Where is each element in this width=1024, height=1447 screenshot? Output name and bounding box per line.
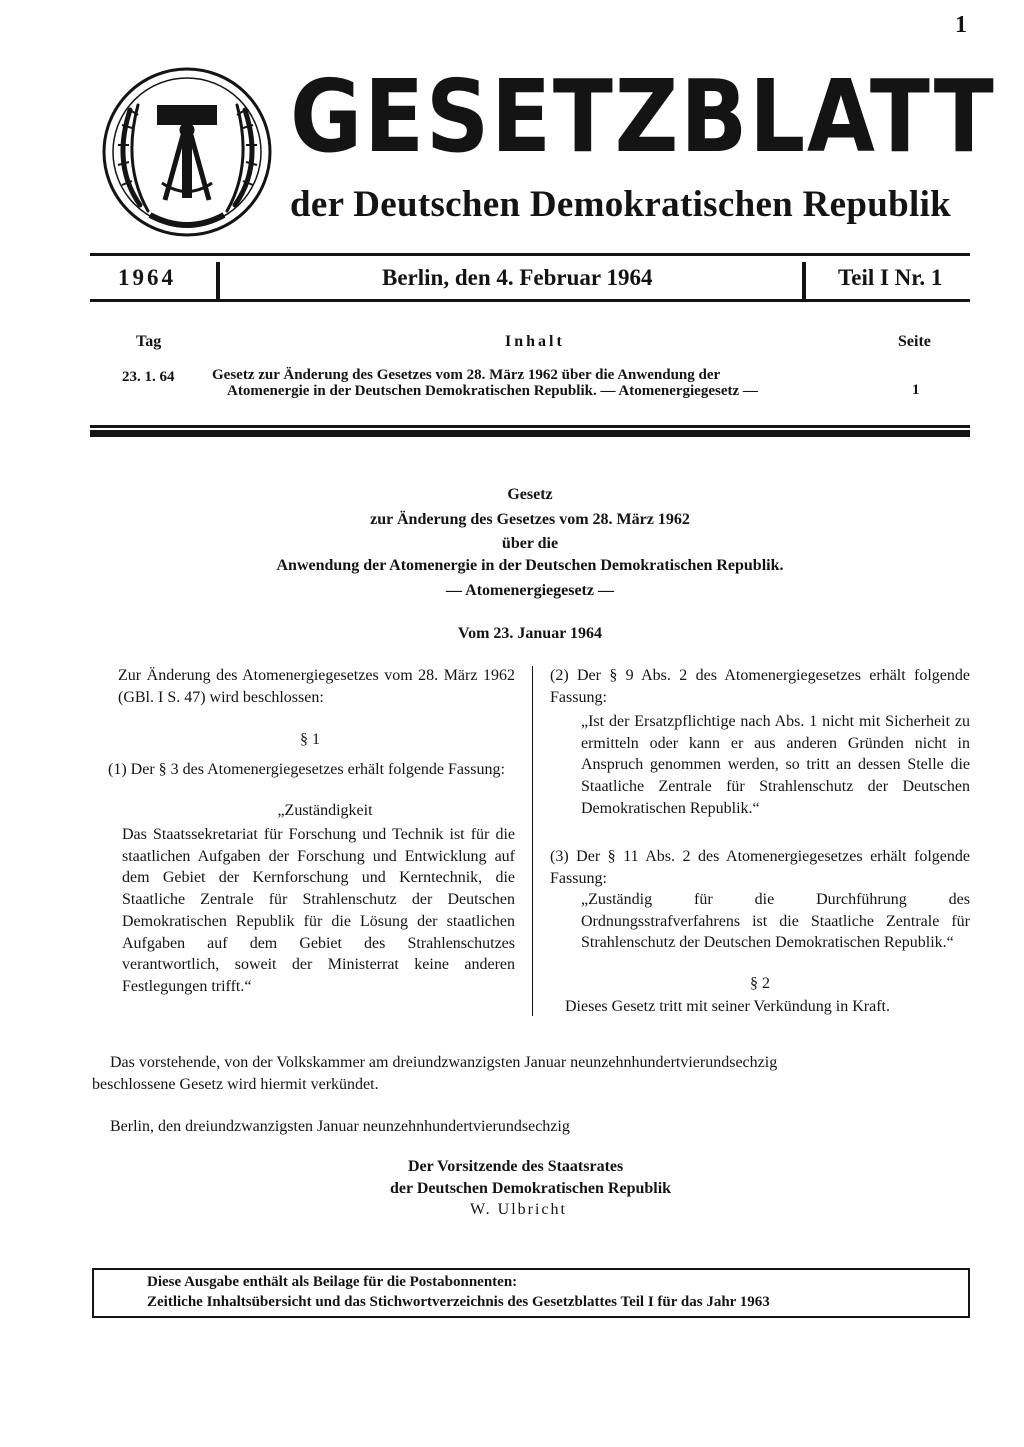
quote-heading-zustaendigkeit: „Zuständigkeit	[277, 802, 373, 819]
contents-page-header: Seite	[898, 333, 931, 350]
issue-date: Berlin, den 4. Februar 1964	[382, 265, 653, 290]
right-paragraph-2: (2) Der § 9 Abs. 2 des Atomenergiegesetzes erhält folgende Fassung:	[550, 667, 970, 706]
law-short-title: — Atomenergiegesetz —	[446, 582, 614, 599]
quote-paragraph-2: „Ist der Ersatzpflichtige nach Abs. 1 nicht mit Sicherheit zu ermitteln oder kann er aus anderen Gründen nicht in Anspruch genommen werden, so tritt an dessen Stelle die Staatliche Zentrale für Strahlenschutz der Deutschen Demokratischen Republik.“	[581, 713, 970, 817]
section-2-heading: § 2	[750, 975, 770, 992]
left-paragraph-1: (1) Der § 3 des Atomenergiegesetzes erhält folgende Fassung:	[108, 761, 505, 778]
law-heading-amendment: zur Änderung des Gesetzes vom 28. März 1962	[370, 511, 690, 528]
issue-year: 1964	[118, 265, 176, 290]
contents-header: Inhalt	[505, 333, 565, 350]
law-heading-subject: Anwendung der Atomenergie in der Deutschen Demokratischen Republik.	[276, 557, 784, 574]
supplement-notice-line-1: Diese Ausgabe enthält als Beilage für die Postabonnenten:	[147, 1274, 518, 1290]
place-and-date: Berlin, den dreiundzwanzigsten Januar neunzehnhundertvierundsechzig	[110, 1118, 570, 1135]
contents-entry-date: 23. 1. 64	[122, 369, 175, 385]
header-divider-left	[216, 262, 220, 302]
issue-part: Teil I Nr. 1	[838, 265, 943, 290]
promulgation-line-2: beschlossene Gesetz wird hiermit verkündet.	[92, 1076, 379, 1093]
contents-rule-thin	[90, 425, 970, 428]
signatory-title-2: der Deutschen Demokratischen Republik	[390, 1180, 672, 1197]
signatory-name: W. Ulbricht	[470, 1201, 567, 1218]
contents-entry-page: 1	[912, 382, 920, 398]
law-date: Vom 23. Januar 1964	[457, 625, 603, 642]
left-intro: Zur Änderung des Atomenergiegesetzes vom 28. März 1962 (GBl. I S. 47) wird beschlossen:	[118, 667, 515, 706]
header-bottom-rule	[90, 299, 970, 302]
signatory-title-1: Der Vorsitzende des Staatsrates	[408, 1158, 624, 1175]
promulgation-line-1: Das vorstehende, von der Volkskammer am dreiundzwanzigsten Januar neunzehnhundertvierundsechzig	[110, 1054, 778, 1071]
right-final-sentence: Dieses Gesetz tritt mit seiner Verkündung in Kraft.	[565, 998, 890, 1015]
header-top-rule	[90, 253, 970, 256]
right-paragraph-3: (3) Der § 11 Abs. 2 des Atomenergiegesetzes erhält folgende Fassung:	[550, 848, 970, 887]
page-number: 1	[955, 12, 967, 38]
contents-rule-thick	[90, 430, 970, 437]
supplement-notice-line-2: Zeitliche Inhaltsübersicht und das Stichwortverzeichnis des Gesetzblattes Teil I für das Jahr 1963	[147, 1294, 770, 1310]
header-divider-right	[802, 262, 806, 302]
contents-day-header: Tag	[136, 333, 162, 350]
section-1-heading: § 1	[300, 731, 320, 748]
law-heading-about: über die	[501, 535, 559, 552]
quote-paragraph-3: „Zuständig für die Durchführung des Ordnungsstrafverfahrens ist die Staatliche Zentrale für Strahlenschutz der Deutschen Demokratischen Republik.“	[581, 891, 970, 952]
column-divider	[532, 666, 533, 1016]
contents-entry-title-line1: Gesetz zur Änderung des Gesetzes vom 28. März 1962 über die Anwendung der	[212, 367, 721, 383]
contents-entry-title-line2: Atomenergie in der Deutschen Demokratischen Republik. — Atomenergiegesetz —	[227, 383, 758, 399]
masthead-title: GESETZBLATT	[290, 58, 996, 175]
law-heading-gesetz: Gesetz	[507, 486, 553, 503]
state-emblem-icon	[100, 65, 275, 240]
quote-body-zustaendigkeit: Das Staatssekretariat für Forschung und Technik ist für die staatlichen Aufgaben der Forschung und Entwicklung auf dem Gebiet der Kernforschung und Kerntechnik, die Staatliche Zentrale für Strahlenschutz der Deutschen Demokratischen Republik für die Lösung der staatlichen Aufgaben auf dem Gebiet des Strahlenschutzes verantwortlich, soweit der Ministerrat keine anderen Festlegungen trifft.“	[122, 826, 515, 995]
masthead-subtitle: der Deutschen Demokratischen Republik	[290, 184, 952, 225]
